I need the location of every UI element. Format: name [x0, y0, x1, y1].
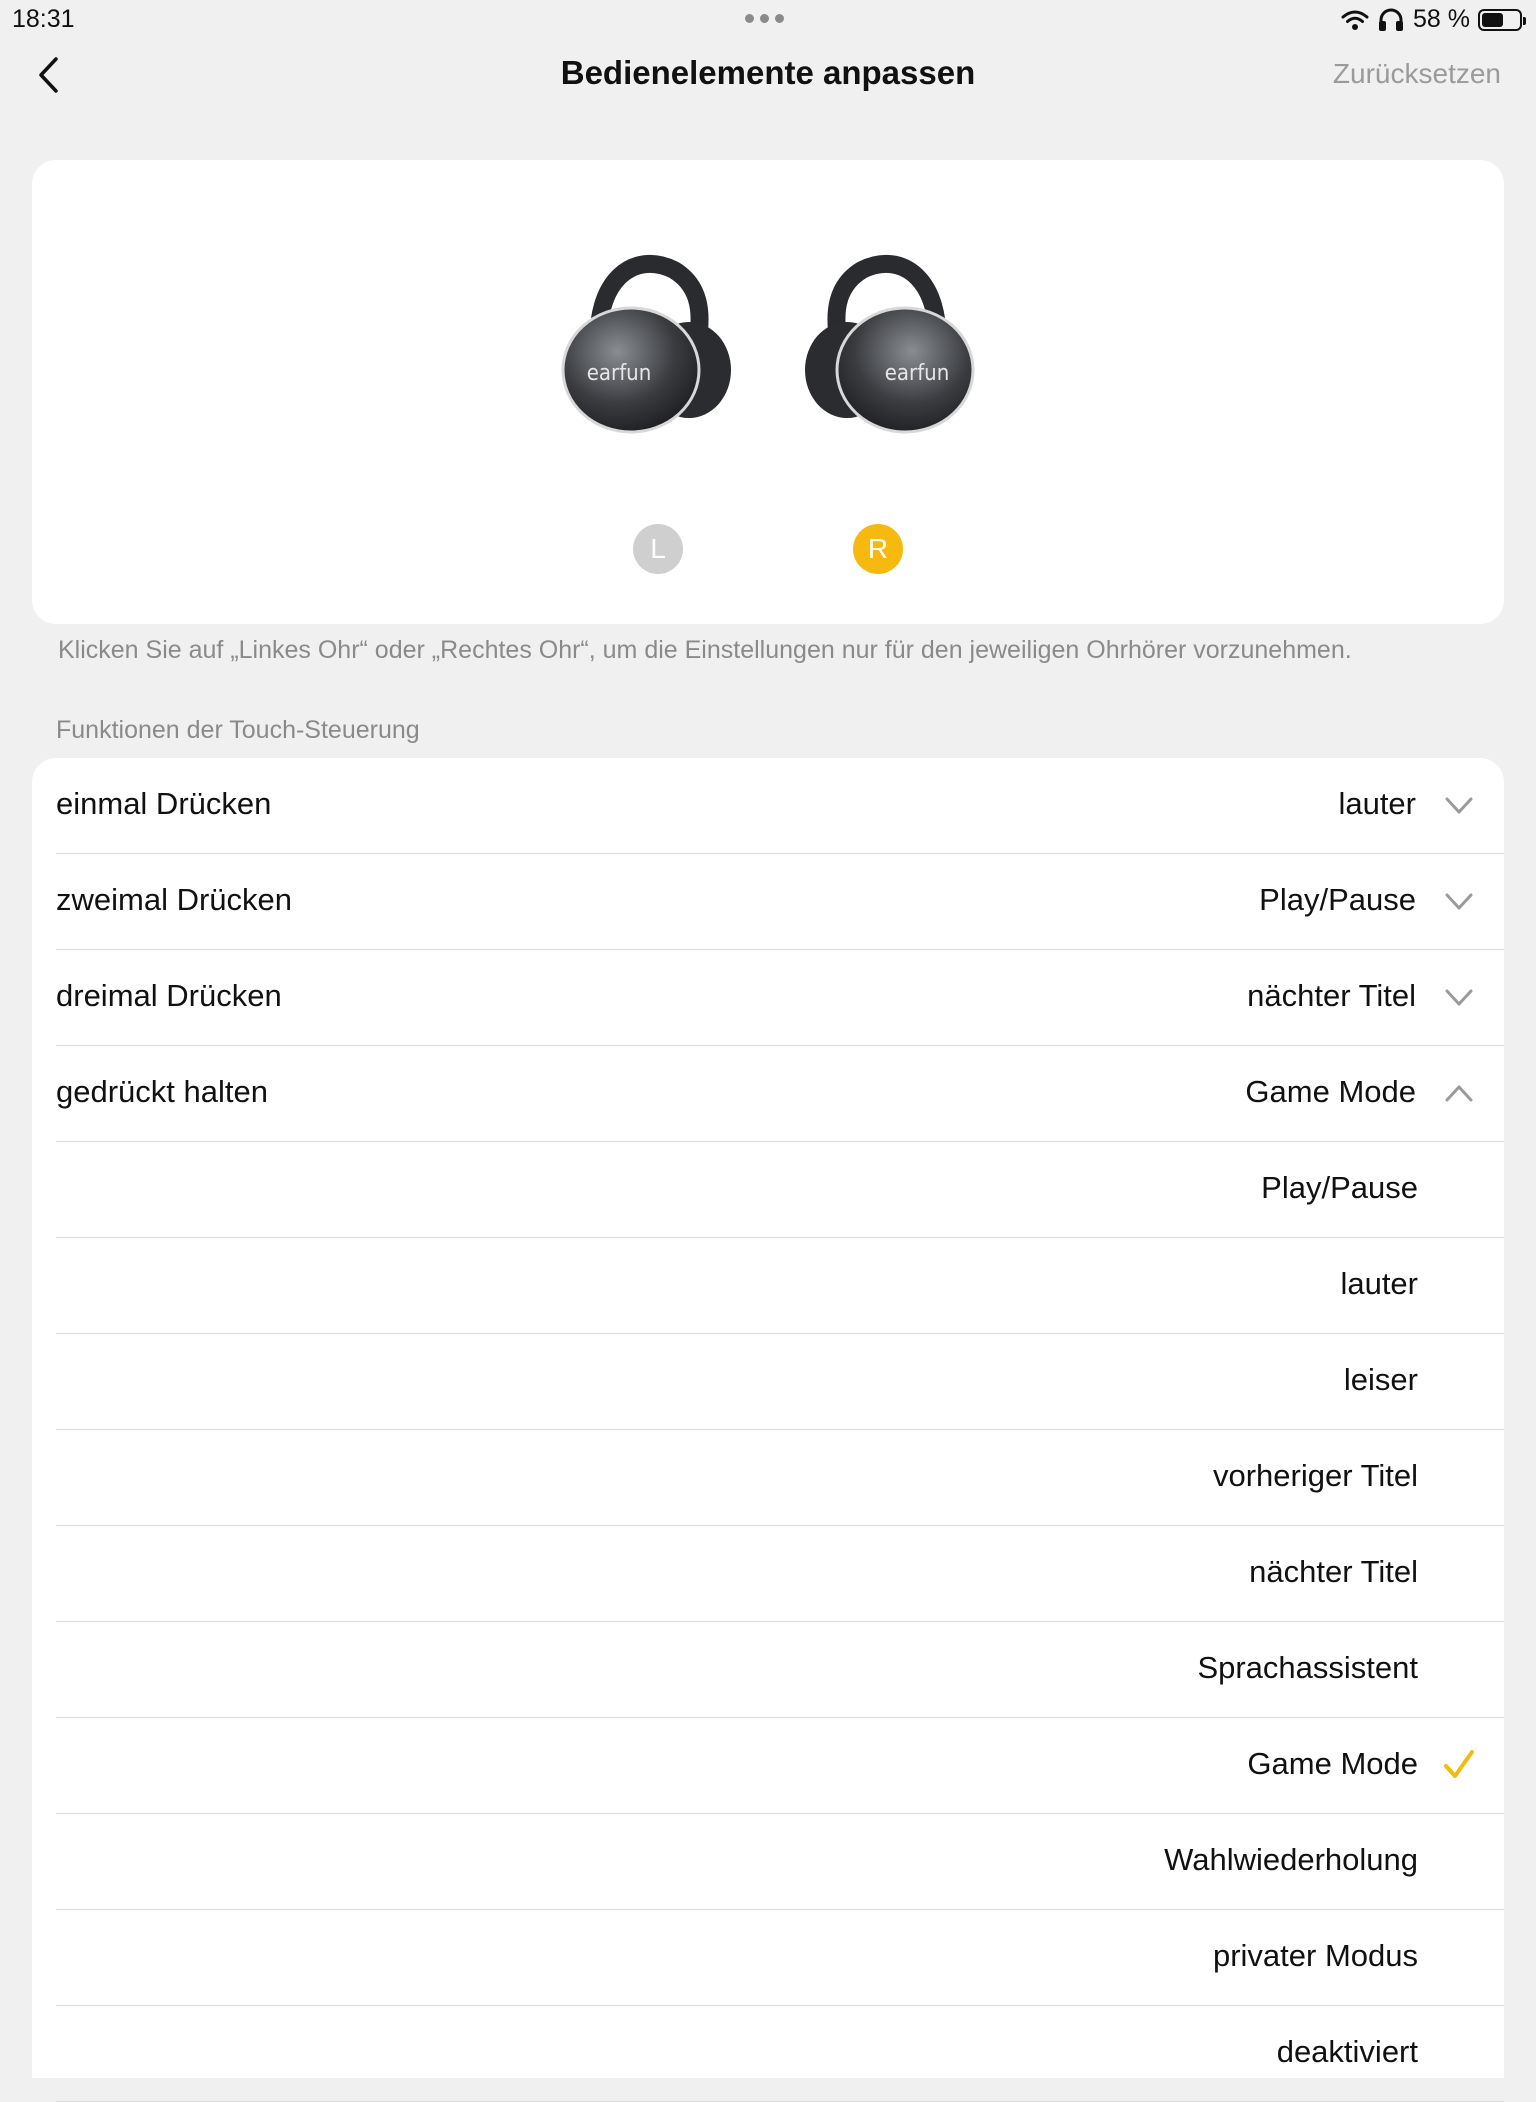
earbud-selector-card: [32, 160, 1504, 624]
option-row[interactable]: [56, 1334, 1504, 1430]
status-bar: [0, 0, 1536, 40]
status-time: 18:31: [12, 5, 75, 33]
chevron-up-icon: [1444, 1082, 1474, 1104]
option-row[interactable]: [56, 1814, 1504, 1910]
chevron-down-icon: [1444, 794, 1474, 816]
control-value: Game Mode: [1245, 1074, 1416, 1109]
right-earbud-image[interactable]: [797, 240, 997, 440]
option-label: Play/Pause: [1261, 1170, 1418, 1205]
option-row[interactable]: [56, 1622, 1504, 1718]
control-value: lauter: [1338, 786, 1416, 821]
option-label: leiser: [1343, 1362, 1418, 1397]
option-row[interactable]: [56, 1238, 1504, 1334]
left-earbud-image[interactable]: [539, 240, 739, 440]
selection-hint: Klicken Sie auf „Linkes Ohr“ oder „Rechtes Ohr“, um die Einstellungen nur für den jeweiligen Ohrhörer vorzunehmen.: [58, 636, 1352, 664]
control-row[interactable]: [56, 758, 1504, 854]
reset-button[interactable]: Zurücksetzen: [1332, 58, 1501, 89]
control-label: gedrückt halten: [56, 1074, 268, 1109]
multitasking-dots-icon[interactable]: [745, 14, 784, 23]
earbud-images: [32, 240, 1504, 440]
status-indicators: [1341, 5, 1522, 34]
right-ear-button[interactable]: R: [853, 524, 903, 574]
touch-controls-list: [32, 758, 1504, 2078]
control-label: einmal Drücken: [56, 786, 272, 821]
control-row[interactable]: [56, 854, 1504, 950]
checkmark-icon: [1442, 1748, 1476, 1782]
option-label: privater Modus: [1212, 1938, 1418, 1973]
page-title: Bedienelemente anpassen: [560, 54, 976, 91]
option-label: Wahlwiederholung: [1164, 1842, 1418, 1877]
wifi-icon: [1341, 9, 1369, 31]
option-label: vorheriger Titel: [1212, 1458, 1418, 1493]
option-label: Sprachassistent: [1197, 1650, 1418, 1685]
left-ear-button[interactable]: L: [633, 524, 683, 574]
option-row[interactable]: [56, 1430, 1504, 1526]
control-label: dreimal Drücken: [56, 978, 282, 1013]
option-label: deaktiviert: [1276, 2034, 1418, 2069]
option-row[interactable]: [56, 1718, 1504, 1814]
option-row[interactable]: [56, 1142, 1504, 1238]
control-value: Play/Pause: [1259, 882, 1416, 917]
left-earbud-logo: earfun: [586, 361, 652, 386]
control-value: nächter Titel: [1247, 978, 1416, 1013]
option-label: Game Mode: [1247, 1746, 1418, 1781]
option-label: nächter Titel: [1249, 1554, 1418, 1589]
option-rows: [32, 1142, 1504, 2102]
right-earbud-logo: earfun: [884, 361, 950, 386]
control-rows: [32, 758, 1504, 1142]
section-label: Funktionen der Touch-Steuerung: [56, 716, 420, 744]
option-row[interactable]: [56, 1526, 1504, 1622]
chevron-down-icon: [1444, 890, 1474, 912]
headphones-icon: [1377, 8, 1405, 32]
battery-level: [1482, 13, 1503, 27]
chevron-down-icon: [1444, 986, 1474, 1008]
option-row[interactable]: [56, 2006, 1504, 2102]
control-label: zweimal Drücken: [56, 882, 293, 917]
control-row[interactable]: [56, 1046, 1504, 1142]
navigation-bar: [0, 40, 1536, 110]
battery-percent: 58 %: [1413, 5, 1470, 33]
option-row[interactable]: [56, 1910, 1504, 2006]
control-row[interactable]: [56, 950, 1504, 1046]
battery-icon: [1478, 9, 1522, 31]
option-label: lauter: [1340, 1266, 1418, 1301]
